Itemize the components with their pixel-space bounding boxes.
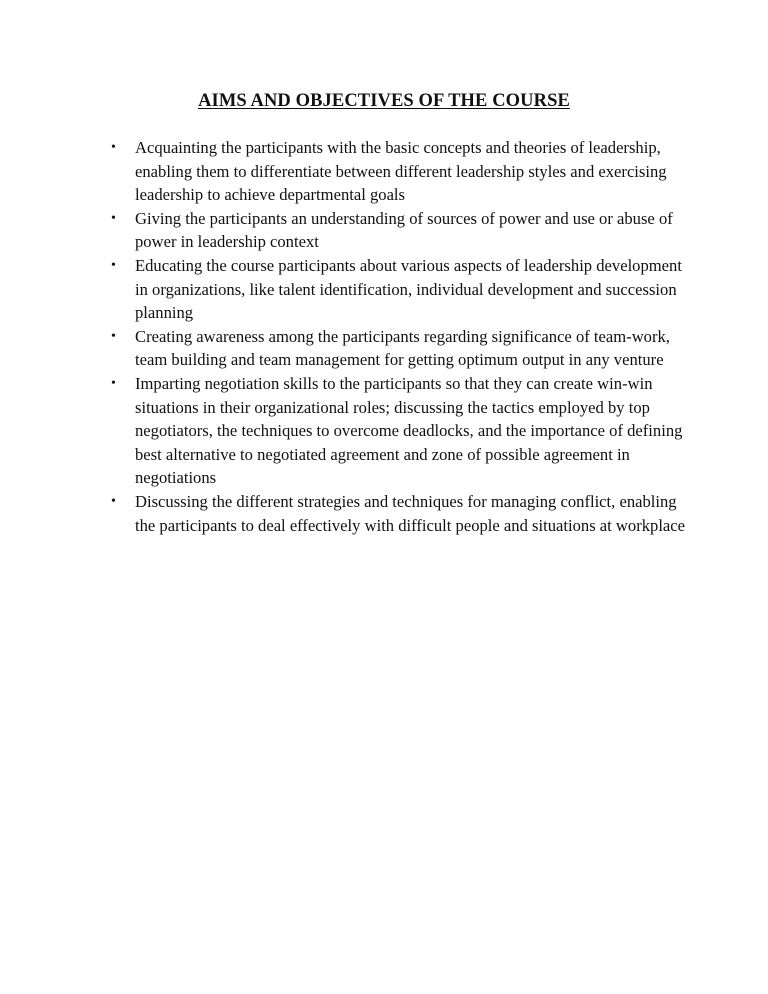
list-item	[108, 372, 690, 490]
bullet-icon: •	[111, 375, 116, 391]
objectives-list	[108, 136, 690, 537]
bullet-icon: •	[111, 210, 116, 226]
bullet-icon: •	[111, 140, 116, 155]
list-item	[108, 207, 690, 254]
page-title: AIMS AND OBJECTIVES OF THE COURSE	[198, 91, 570, 111]
list-item	[108, 254, 690, 325]
list-item	[108, 136, 690, 207]
list-item	[108, 325, 690, 372]
objective-text: Educating the course participants about various aspects of leadership development in organizations, like talent identification, individual development and succession planning	[135, 255, 682, 323]
objective-text: Acquainting the participants with the basic concepts and theories of leadership, enabling them to differentiate between different leadership styles and exercising leadership to achieve departmental goals	[135, 138, 667, 205]
objective-text: Imparting negotiation skills to the participants so that they can create win-win situations in their organizational roles; discussing the tactics employed by top negotiators, the techniques to overcome deadlocks, and the importance of defining best alternative to negotiated agreement and zone of possible agreement in negotiations	[135, 373, 683, 488]
bullet-icon: •	[111, 328, 116, 344]
bullet-icon: •	[111, 257, 116, 273]
objective-text: Creating awareness among the participants regarding significance of team-work, team building and team management for getting optimum output in any venture	[135, 326, 670, 370]
list-item	[108, 490, 690, 537]
objective-text: Giving the participants an understanding of sources of power and use or abuse of power in leadership context	[135, 208, 673, 252]
bullet-icon: •	[111, 493, 116, 509]
objective-text: Discussing the different strategies and techniques for managing conflict, enabling the participants to deal effectively with difficult people and situations at workplace	[135, 491, 686, 535]
